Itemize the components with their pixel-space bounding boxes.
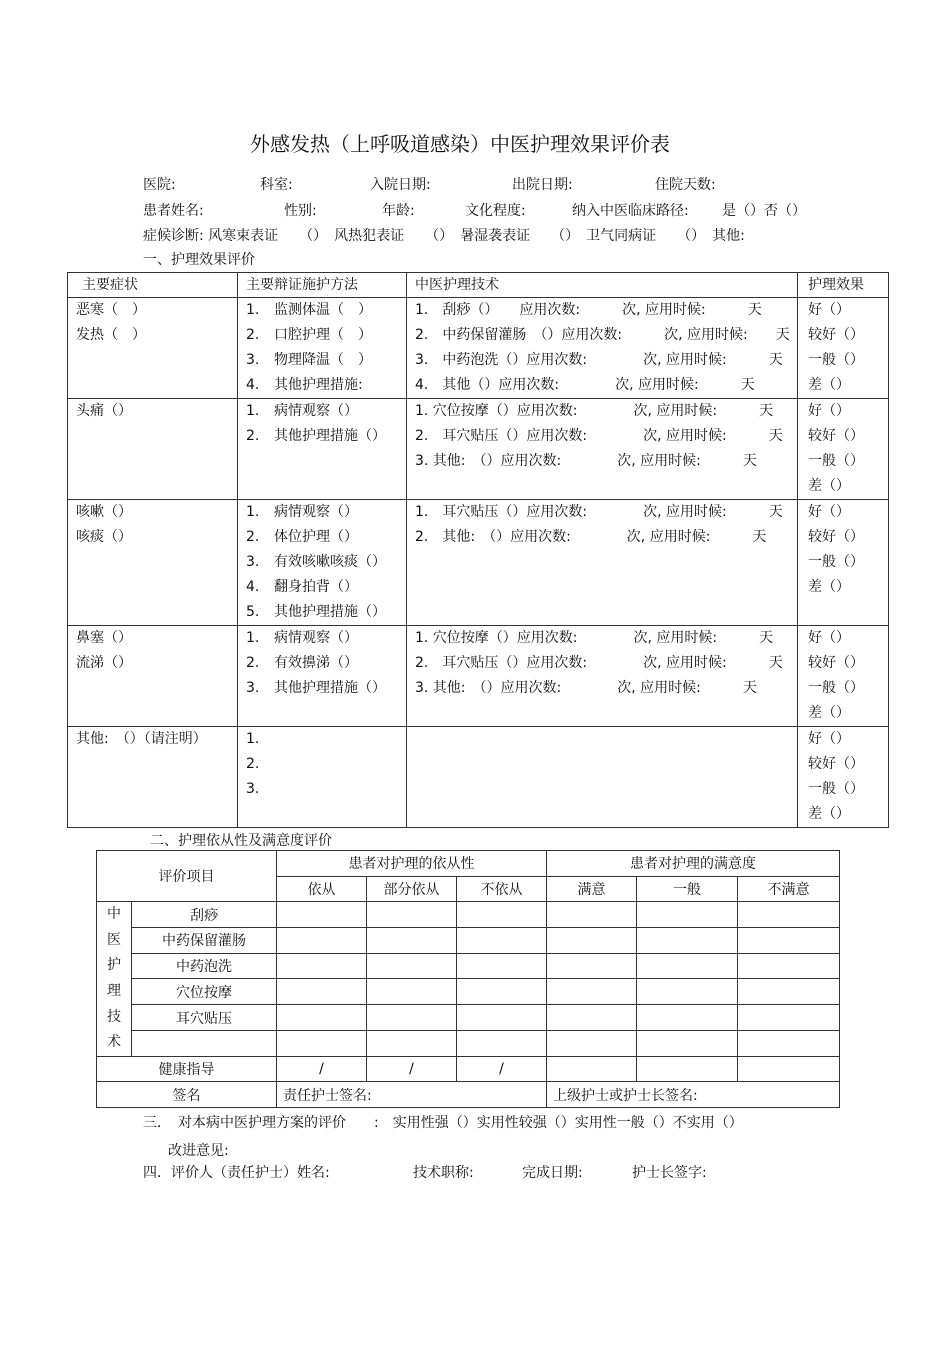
effect-cell (798, 399, 889, 500)
pathway-options: 是（）否（） (722, 203, 806, 219)
rating-cell[interactable] (547, 1005, 637, 1031)
rating-cell[interactable] (277, 927, 367, 953)
technique-item: 1. 穴位按摩（）应用次数: 次, 应用时候: 天 (415, 403, 774, 419)
rating-cell[interactable] (277, 1005, 367, 1031)
effect-option: 较好（） (808, 756, 864, 772)
symptom-cell (68, 727, 238, 828)
table-row (97, 1030, 840, 1056)
eval-item-header: 评价项目 (97, 851, 277, 902)
rating-cell[interactable] (738, 902, 840, 928)
effect-option: 差（） (808, 705, 850, 721)
method-number: 1. (246, 630, 260, 646)
header-methods: 主要辩证施护方法 (238, 273, 407, 298)
rating-cell[interactable] (637, 1030, 738, 1056)
method-item: 有效咳嗽咳痰（） (274, 554, 386, 570)
tcm-label-char: 护 (107, 957, 121, 974)
table-row (68, 298, 889, 399)
symptom-cell (68, 626, 238, 727)
section3-evaluation: 三． 对本病中医护理方案的评价 : 实用性强（）实用性较强（）实用性一般（）不实用（） (143, 1115, 743, 1131)
compliance-satisfaction-table (96, 850, 840, 1108)
table-row (97, 902, 840, 928)
effect-option: 差（） (808, 377, 850, 393)
table-row (97, 953, 840, 979)
nurse-signature-field[interactable]: 责任护士签名: (277, 1082, 547, 1108)
table-row (68, 727, 889, 828)
method-number: 2. (246, 655, 260, 671)
education-field: 文化程度: (465, 203, 526, 219)
rating-cell[interactable] (637, 1056, 738, 1082)
section1-title: 一、护理效果评价 (143, 252, 255, 268)
compliance-header: 患者对护理的依从性 (277, 851, 547, 877)
rating-cell[interactable] (738, 979, 840, 1005)
discharge-date-field: 出院日期: (512, 177, 573, 193)
col-header: 一般 (637, 876, 738, 902)
technique-name: 中药泡洗 (132, 953, 277, 979)
symptom: 恶寒（ ） (76, 302, 146, 318)
method-number: 5. (246, 604, 260, 620)
method-number: 3. (246, 781, 260, 797)
symptom-cell (68, 500, 238, 626)
method-cell (238, 626, 407, 727)
effect-option: 一般（） (808, 680, 864, 696)
technique-name: 穴位按摩 (132, 979, 277, 1005)
sign-label: 签名 (97, 1082, 277, 1108)
effect-option: 好（） (808, 403, 850, 419)
effect-option: 差（） (808, 806, 850, 822)
technique-name: 刮痧 (132, 902, 277, 928)
technique-item: 3. 中药泡洗（）应用次数: 次, 应用时候: 天 (415, 352, 783, 368)
rating-cell[interactable] (367, 1030, 457, 1056)
symptom: 咳嗽（） (76, 504, 132, 520)
method-number: 2. (246, 327, 260, 343)
tcm-label-char: 技 (107, 1008, 121, 1025)
method-number: 2. (246, 428, 260, 444)
technique-item: 2. 中药保留灌肠 （）应用次数: 次, 应用时候: 天 (415, 327, 790, 343)
rating-cell[interactable] (547, 1030, 637, 1056)
col-header: 满意 (547, 876, 637, 902)
na-cell: / (367, 1056, 457, 1082)
rating-cell[interactable] (547, 1056, 637, 1082)
header-effect: 护理效果 (798, 273, 889, 298)
technique-item: 3. 其他: （）应用次数: 次, 应用时候: 天 (415, 453, 757, 469)
method-number: 2. (246, 529, 260, 545)
method-item: 口腔护理（ ） (274, 327, 372, 343)
method-item: 其他护理措施: (274, 377, 363, 393)
admission-date-field: 入院日期: (370, 177, 431, 193)
method-item: 其他护理措施（） (274, 680, 386, 696)
effect-option: 好（） (808, 731, 850, 747)
method-item: 体位护理（） (274, 529, 358, 545)
method-item: 翻身拍背（） (274, 579, 358, 595)
na-cell: / (457, 1056, 547, 1082)
method-number: 4. (246, 579, 260, 595)
method-number: 1. (246, 403, 260, 419)
age-field: 年龄: (382, 203, 415, 219)
effect-option: 一般（） (808, 453, 864, 469)
completion-date-field: 完成日期: (522, 1165, 583, 1181)
col-header: 部分依从 (367, 876, 457, 902)
effect-option: 较好（） (808, 529, 864, 545)
patient-name-field: 患者姓名: (143, 203, 204, 219)
satisfaction-header: 患者对护理的满意度 (547, 851, 840, 877)
technique-item: 2. 其他: （）应用次数: 次, 应用时候: 天 (415, 529, 767, 545)
technique-item: 1. 穴位按摩（）应用次数: 次, 应用时候: 天 (415, 630, 774, 646)
method-cell (238, 500, 407, 626)
rating-cell[interactable] (457, 979, 547, 1005)
effect-option: 好（） (808, 630, 850, 646)
table-row (68, 500, 889, 626)
gender-field: 性别: (284, 203, 317, 219)
rating-cell[interactable] (277, 902, 367, 928)
page-title: 外感发热（上呼吸道感染）中医护理效果评价表 (250, 132, 670, 156)
table-row (97, 979, 840, 1005)
table-header-row (68, 273, 889, 298)
method-number: 1. (246, 302, 260, 318)
rating-cell[interactable] (277, 953, 367, 979)
table-row (97, 1082, 840, 1108)
method-item: 有效擤涕（） (274, 655, 358, 671)
method-number: 3. (246, 680, 260, 696)
tcm-label-char: 理 (107, 982, 121, 999)
technique-item: 1. 耳穴贴压（）应用次数: 次, 应用时候: 天 (415, 504, 783, 520)
rating-cell[interactable] (738, 1005, 840, 1031)
method-item: 病情观察（） (274, 403, 358, 419)
header-symptoms: 主要症状 (68, 273, 238, 298)
rating-cell[interactable] (367, 1005, 457, 1031)
rating-cell[interactable] (738, 1056, 840, 1082)
table-row (97, 927, 840, 953)
rating-cell[interactable] (367, 902, 457, 928)
rating-cell[interactable] (547, 902, 637, 928)
technique-item: 3. 其他: （）应用次数: 次, 应用时候: 天 (415, 680, 757, 696)
tcm-label-char: 术 (107, 1034, 121, 1051)
col-header: 不满意 (738, 876, 840, 902)
method-number: 1. (246, 504, 260, 520)
method-cell (238, 399, 407, 500)
method-item: 病情观察（） (274, 504, 358, 520)
rating-cell[interactable] (547, 927, 637, 953)
rating-cell[interactable] (637, 1005, 738, 1031)
method-item: 其他护理措施（） (274, 428, 386, 444)
rating-cell[interactable] (738, 953, 840, 979)
effect-option: 较好（） (808, 428, 864, 444)
symptom: 头痛（） (76, 403, 132, 419)
effect-cell (798, 298, 889, 399)
rating-cell[interactable] (547, 979, 637, 1005)
technique-cell (407, 727, 798, 828)
head-nurse-signature-field[interactable]: 上级护士或护士长签名: (547, 1082, 840, 1108)
rating-cell[interactable] (367, 927, 457, 953)
nursing-effect-table (67, 272, 889, 828)
diagnosis-line: 症候诊断: 风寒束表证 （） 风热犯表证 （） 暑湿袭表证 （） 卫气同病证 （） 其他: (143, 228, 745, 244)
na-cell: / (277, 1056, 367, 1082)
method-cell (238, 298, 407, 399)
method-number: 4. (246, 377, 260, 393)
technique-name: 耳穴贴压 (132, 1005, 277, 1031)
head-nurse-sign-field: 护士长签字: (632, 1165, 707, 1181)
table-row (97, 1056, 840, 1082)
rating-cell[interactable] (367, 979, 457, 1005)
job-title-field: 技术职称: (413, 1165, 474, 1181)
header-techniques: 中医护理技术 (407, 273, 798, 298)
technique-cell (407, 626, 798, 727)
symptom: 咳痰（） (76, 529, 132, 545)
effect-option: 一般（） (808, 554, 864, 570)
rating-cell[interactable] (367, 953, 457, 979)
effect-option: 差（） (808, 579, 850, 595)
rating-cell[interactable] (457, 1005, 547, 1031)
technique-item: 4. 其他（）应用次数: 次, 应用时候: 天 (415, 377, 755, 393)
rating-cell[interactable] (457, 902, 547, 928)
rating-cell[interactable] (637, 979, 738, 1005)
method-item: 物理降温（ ） (274, 352, 372, 368)
effect-option: 较好（） (808, 327, 864, 343)
rating-cell[interactable] (277, 1030, 367, 1056)
rating-cell[interactable] (637, 953, 738, 979)
technique-cell (407, 500, 798, 626)
improvement-suggestion: 改进意见: (168, 1143, 229, 1159)
rating-cell[interactable] (547, 953, 637, 979)
pathway-field: 纳入中医临床路径: (572, 203, 689, 219)
method-item: 病情观察（） (274, 630, 358, 646)
technique-item: 2. 耳穴贴压（）应用次数: 次, 应用时候: 天 (415, 428, 783, 444)
tcm-technique-label (97, 902, 132, 1057)
tcm-label-char: 医 (107, 931, 121, 948)
rating-cell[interactable] (637, 902, 738, 928)
table-row (97, 1005, 840, 1031)
effect-cell (798, 727, 889, 828)
rating-cell[interactable] (457, 953, 547, 979)
technique-cell (407, 399, 798, 500)
health-guidance-label: 健康指导 (97, 1056, 277, 1082)
technique-cell (407, 298, 798, 399)
rating-cell[interactable] (277, 979, 367, 1005)
method-number: 1. (246, 731, 260, 747)
symptom: 其他: （）（请注明） (76, 731, 207, 747)
effect-option: 好（） (808, 302, 850, 318)
rating-cell[interactable] (457, 1030, 547, 1056)
method-number: 2. (246, 756, 260, 772)
effect-option: 一般（） (808, 352, 864, 368)
effect-option: 较好（） (808, 655, 864, 671)
method-number: 3. (246, 352, 260, 368)
symptom-cell (68, 399, 238, 500)
effect-cell (798, 626, 889, 727)
method-item: 其他护理措施（） (274, 604, 386, 620)
method-number: 3. (246, 554, 260, 570)
rating-cell[interactable] (637, 927, 738, 953)
rating-cell[interactable] (738, 1030, 840, 1056)
col-header: 不依从 (457, 876, 547, 902)
symptom: 发热（ ） (76, 327, 146, 343)
col-header: 依从 (277, 876, 367, 902)
symptom: 流涕（） (76, 655, 132, 671)
symptom-cell (68, 298, 238, 399)
table-row (68, 399, 889, 500)
section2-title: 二、护理依从性及满意度评价 (150, 833, 332, 849)
rating-cell[interactable] (738, 927, 840, 953)
rating-cell[interactable] (457, 927, 547, 953)
method-item: 监测体温（ ） (274, 302, 372, 318)
evaluator-name-field: 四．评价人（责任护士）姓名: (143, 1165, 330, 1181)
effect-option: 差（） (808, 478, 850, 494)
department-field: 科室: (260, 177, 293, 193)
hospital-field: 医院: (143, 177, 176, 193)
hospital-days-field: 住院天数: (655, 177, 716, 193)
symptom: 鼻塞（） (76, 630, 132, 646)
effect-cell (798, 500, 889, 626)
technique-item: 2. 耳穴贴压（）应用次数: 次, 应用时候: 天 (415, 655, 783, 671)
method-cell (238, 727, 407, 828)
effect-option: 一般（） (808, 781, 864, 797)
technique-item: 1. 刮痧（） 应用次数: 次, 应用时候: 天 (415, 302, 762, 318)
technique-name: 中药保留灌肠 (132, 927, 277, 953)
table-row (68, 626, 889, 727)
tcm-label-char: 中 (107, 906, 121, 923)
effect-option: 好（） (808, 504, 850, 520)
technique-name (132, 1030, 277, 1056)
